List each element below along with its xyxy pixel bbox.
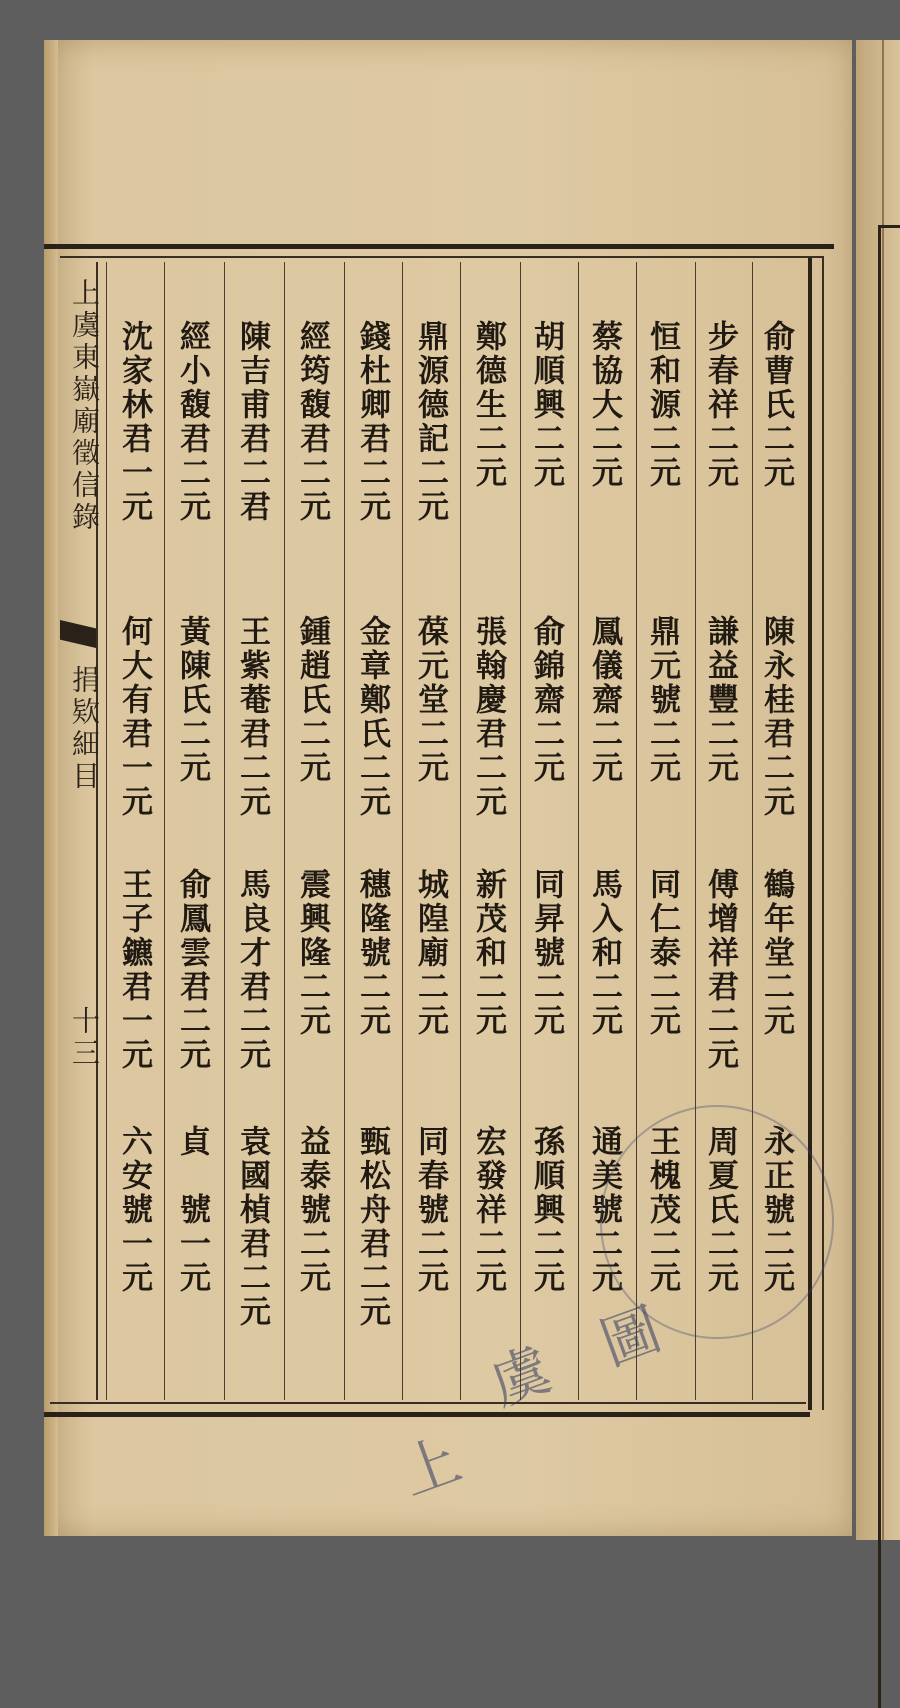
column-rule — [164, 262, 165, 1400]
donor-entry: 穗隆號二元 — [354, 868, 390, 1038]
donor-entry: 王紫菴君二元 — [234, 615, 270, 819]
donor-entry: 貞 號一元 — [174, 1125, 210, 1295]
donor-entry: 陳吉甫君二君 — [234, 320, 270, 524]
donor-entry: 俞曹氏二元 — [758, 320, 794, 490]
donor-entry: 經筠馥君二元 — [294, 320, 330, 524]
donor-entry: 何大有君一元 — [116, 615, 152, 819]
donor-entry: 俞錦齋二元 — [528, 615, 564, 785]
donor-entry: 甄松舟君二元 — [354, 1125, 390, 1329]
donor-entry: 經小馥君二元 — [174, 320, 210, 524]
frame-top-border — [44, 244, 834, 249]
frame-top-inner-border — [60, 256, 824, 258]
column-rule — [284, 262, 285, 1400]
donor-entry: 胡順興二元 — [528, 320, 564, 490]
donor-entry: 袁國楨君二元 — [234, 1125, 270, 1329]
donor-entry: 鍾趙氏二元 — [294, 615, 330, 785]
donor-entry: 鄭德生二元 — [470, 320, 506, 490]
donor-entry: 俞鳳雲君二元 — [174, 868, 210, 1072]
donor-entry: 步春祥二元 — [702, 320, 738, 490]
stamp-char-bottom: 圖 — [591, 1294, 670, 1379]
donor-entry: 孫順興二元 — [528, 1125, 564, 1295]
section-title: 捐欵細目 — [68, 665, 101, 793]
donor-entry: 同昇號二元 — [528, 868, 564, 1038]
donor-entry: 震興隆二元 — [294, 868, 330, 1038]
donor-entry: 城隍廟二元 — [412, 868, 448, 1038]
donor-entry: 張翰慶君二元 — [470, 615, 506, 819]
book-title: 上虞東嶽廟徵信錄 — [68, 278, 101, 534]
stamp-char-mid: 虞 — [481, 1334, 560, 1419]
donor-entry: 蔡協大二元 — [586, 320, 622, 490]
donor-entry: 鼎源德記二元 — [412, 320, 448, 524]
donor-entry: 傅增祥君二元 — [702, 868, 738, 1072]
donor-entry: 錢杜卿君二元 — [354, 320, 390, 524]
donor-entry: 益泰號二元 — [294, 1125, 330, 1295]
donor-entry: 鳳儀齋二元 — [586, 615, 622, 785]
column-rule — [578, 262, 579, 1400]
stamp-char-top: 上 — [391, 1424, 470, 1509]
donor-entry: 永正號二元 — [758, 1125, 794, 1295]
donor-entry: 葆元堂二元 — [412, 615, 448, 785]
column-rule — [106, 262, 107, 1400]
frame-bottom-border — [44, 1412, 810, 1417]
donor-entry: 謙益豐二元 — [702, 615, 738, 785]
donor-entry: 王槐茂二元 — [644, 1125, 680, 1295]
column-rule — [224, 262, 225, 1400]
column-rule — [402, 262, 403, 1400]
donor-entry: 六安號一元 — [116, 1125, 152, 1295]
donor-entry: 陳永桂君二元 — [758, 615, 794, 819]
donor-entry: 宏發祥二元 — [470, 1125, 506, 1295]
donor-entry: 通美號二元 — [586, 1125, 622, 1295]
donor-entry: 馬入和二元 — [586, 868, 622, 1038]
column-rule — [460, 262, 461, 1400]
donor-entry: 鼎元號二元 — [644, 615, 680, 785]
adjacent-page-frame — [878, 225, 900, 1708]
donor-entry: 王子鑣君一元 — [116, 868, 152, 1072]
column-rule — [344, 262, 345, 1400]
page-number: 十三 — [68, 1006, 101, 1070]
donor-entry: 金章鄭氏二元 — [354, 615, 390, 819]
donor-entry: 新茂和二元 — [470, 868, 506, 1038]
column-rule — [520, 262, 521, 1400]
donor-entry: 同仁泰二元 — [644, 868, 680, 1038]
donor-entry: 馬良才君二元 — [234, 868, 270, 1072]
donor-entry: 黃陳氏二元 — [174, 615, 210, 785]
donor-entry: 沈家林君一元 — [116, 320, 152, 524]
donor-entry: 同春號二元 — [412, 1125, 448, 1295]
donor-entry: 鶴年堂二元 — [758, 868, 794, 1038]
donor-entry: 恒和源二元 — [644, 320, 680, 490]
frame-bottom-inner-border — [50, 1402, 806, 1404]
donor-entry: 周夏氏二元 — [702, 1125, 738, 1295]
